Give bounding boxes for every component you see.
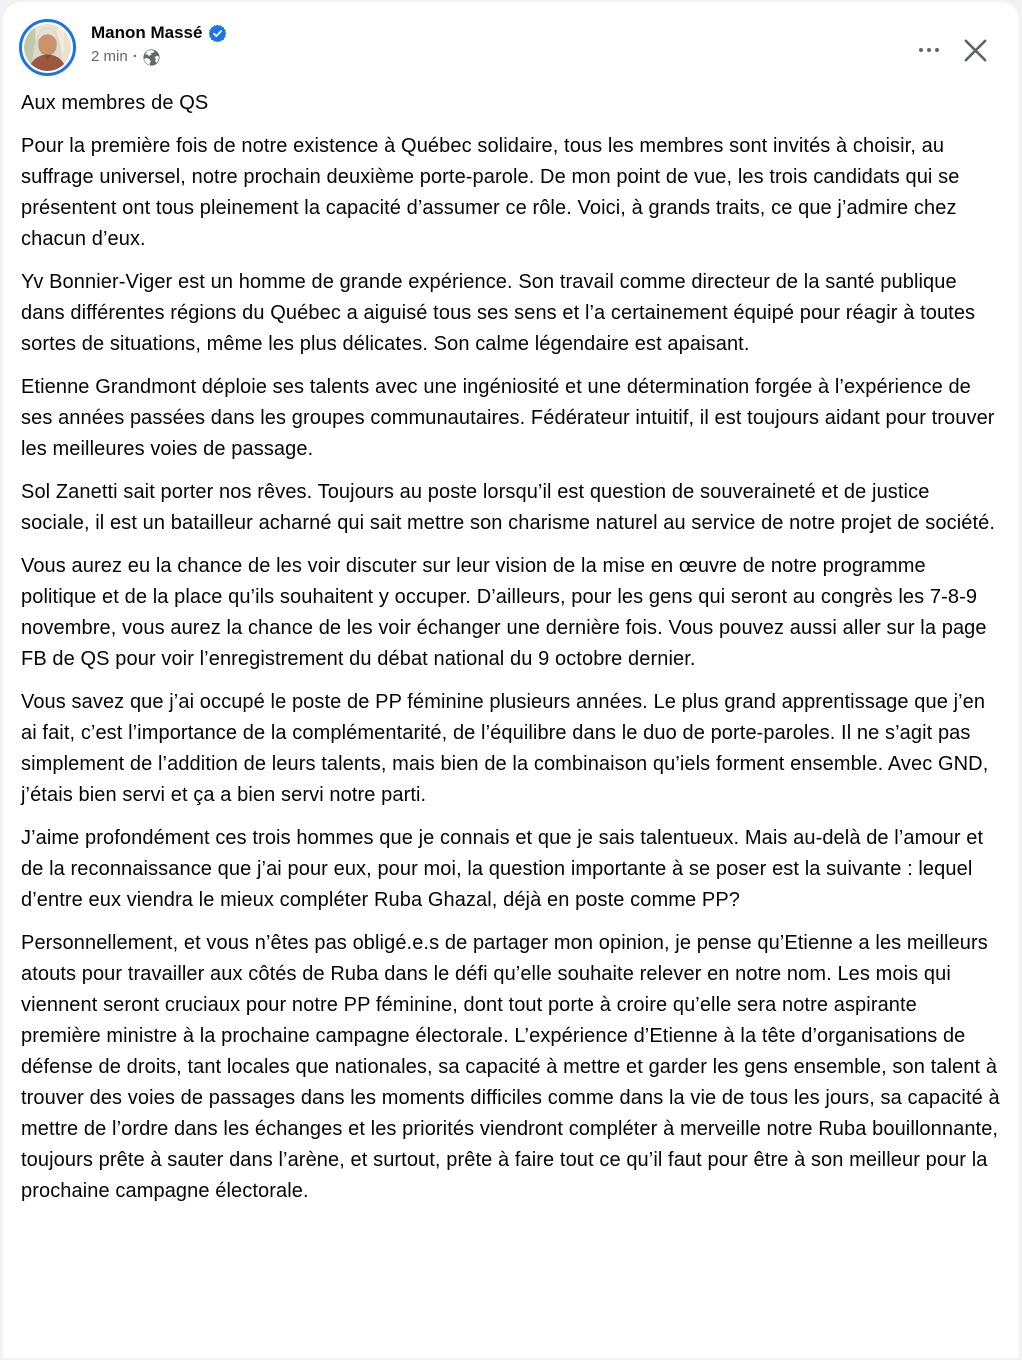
avatar[interactable] [19, 19, 76, 76]
avatar-photo [24, 24, 71, 71]
author-name-row [91, 22, 911, 43]
post-meta-row [91, 47, 911, 66]
close-icon [960, 35, 991, 66]
post-header-actions [911, 19, 1003, 68]
three-dots-icon [919, 48, 940, 53]
more-options-button[interactable] [911, 32, 947, 68]
post-paragraph: Yv Bonnier-Viger est un homme de grande expérience. Son travail comme directeur de la santé publique dans différentes régions du Québec a aiguisé tous ses sens et l’a certainement équipé pour réagir à toutes sortes de situations, même les plus délicates. Son calme légendaire est apaisant. [21, 271, 976, 355]
post-paragraph: Aux membres de QS [21, 92, 209, 114]
post-paragraph: Vous aurez eu la chance de les voir discuter sur leur vision de la mise en œuvre de notre programme politique et de la place qu’ils souhaitent y occuper. D’ailleurs, pour les gens qui seront au congrès les 7-8-9 novembre, vous aurez la chance de les voir échanger une dernière fois. Vous pouvez aussi aller sur la page FB de QS pour voir l’enregistrement du débat national du 9 octobre dernier. [21, 555, 987, 670]
post-paragraph: J’aime profondément ces trois hommes que je connais et que je sais talentueux. Mais au-delà de l’amour et de la reconnaissance que j’ai pour eux, pour moi, la question importante à se poser est la suivante : lequel d’entre eux viendra le mieux compléter Ruba Ghazal, déjà en poste comme PP? [21, 827, 984, 911]
post-paragraph: Vous savez que j’ai occupé le poste de PP féminine plusieurs années. Le plus grand apprentissage que j’en ai fait, c’est l’importance de la complémentarité, de l’équilibre dans le duo de porte-paroles. Il ne s’agit pas simplement de l’addition de leurs talents, mais bien de la combinaison qu’iels forment ensemble. Avec GND, j’étais bien servi et ça a bien servi notre parti. [21, 691, 989, 806]
verified-badge-icon [209, 25, 226, 42]
post-paragraph: Sol Zanetti sait porter nos rêves. Toujours au poste lorsqu’il est question de souveraineté et de justice sociale, il est un batailleur acharné qui sait mettre son charisme naturel au service de notre projet de société. [21, 481, 996, 534]
meta-separator: · [132, 48, 138, 65]
post-text [19, 88, 1003, 1207]
post-paragraph: Pour la première fois de notre existence à Québec solidaire, tous les membres sont invités à choisir, au suffrage universel, notre prochain deuxième porte-parole. De mon point de vue, les trois candidats qui se présentent ont tous pleinement la capacité d’assumer ce rôle. Voici, à grands traits, ce que j’admire chez chacun d’eux. [21, 135, 960, 250]
post-header [19, 19, 1003, 76]
timestamp[interactable]: 2 min [91, 48, 128, 65]
post-paragraph: Personnellement, et vous n’êtes pas obligé.e.s de partager mon opinion, je pense qu’Etienne a les meilleurs atouts pour travailler aux côtés de Ruba dans le défi qu’elle souhaite relever en notre nom. Les mois qui viennent seront cruciaux pour notre PP féminine, dont tout porte à croire qu’elle sera notre aspirante première ministre à la prochaine campagne électorale. L’expérience d’Etienne à la tête d’organisations de défense de droits, tant locales que nationales, sa capacité à mettre et garder les gens ensemble, son talent à trouver des voies de passages dans les moments difficiles comme dans la vie de tous les jours, sa capacité à mettre de l’ordre dans les échanges et les priorités viendront compléter à merveille notre Ruba bouillonnante, toujours prête à sauter dans l’arène, et surtout, prête à faire tout ce qu’il faut pour être à son meilleur pour la prochaine campagne électorale. [21, 932, 1000, 1202]
globe-public-icon [143, 49, 160, 66]
post-card [3, 2, 1019, 1358]
post-header-info [91, 19, 911, 66]
close-button[interactable] [957, 32, 993, 68]
author-name[interactable]: Manon Massé [91, 23, 203, 42]
post-paragraph: Etienne Grandmont déploie ses talents avec une ingéniosité et une détermination forgée à l’expérience de ses années passées dans les groupes communautaires. Fédérateur intuitif, il est toujours aidant pour trouver les meilleures voies de passage. [21, 376, 995, 460]
